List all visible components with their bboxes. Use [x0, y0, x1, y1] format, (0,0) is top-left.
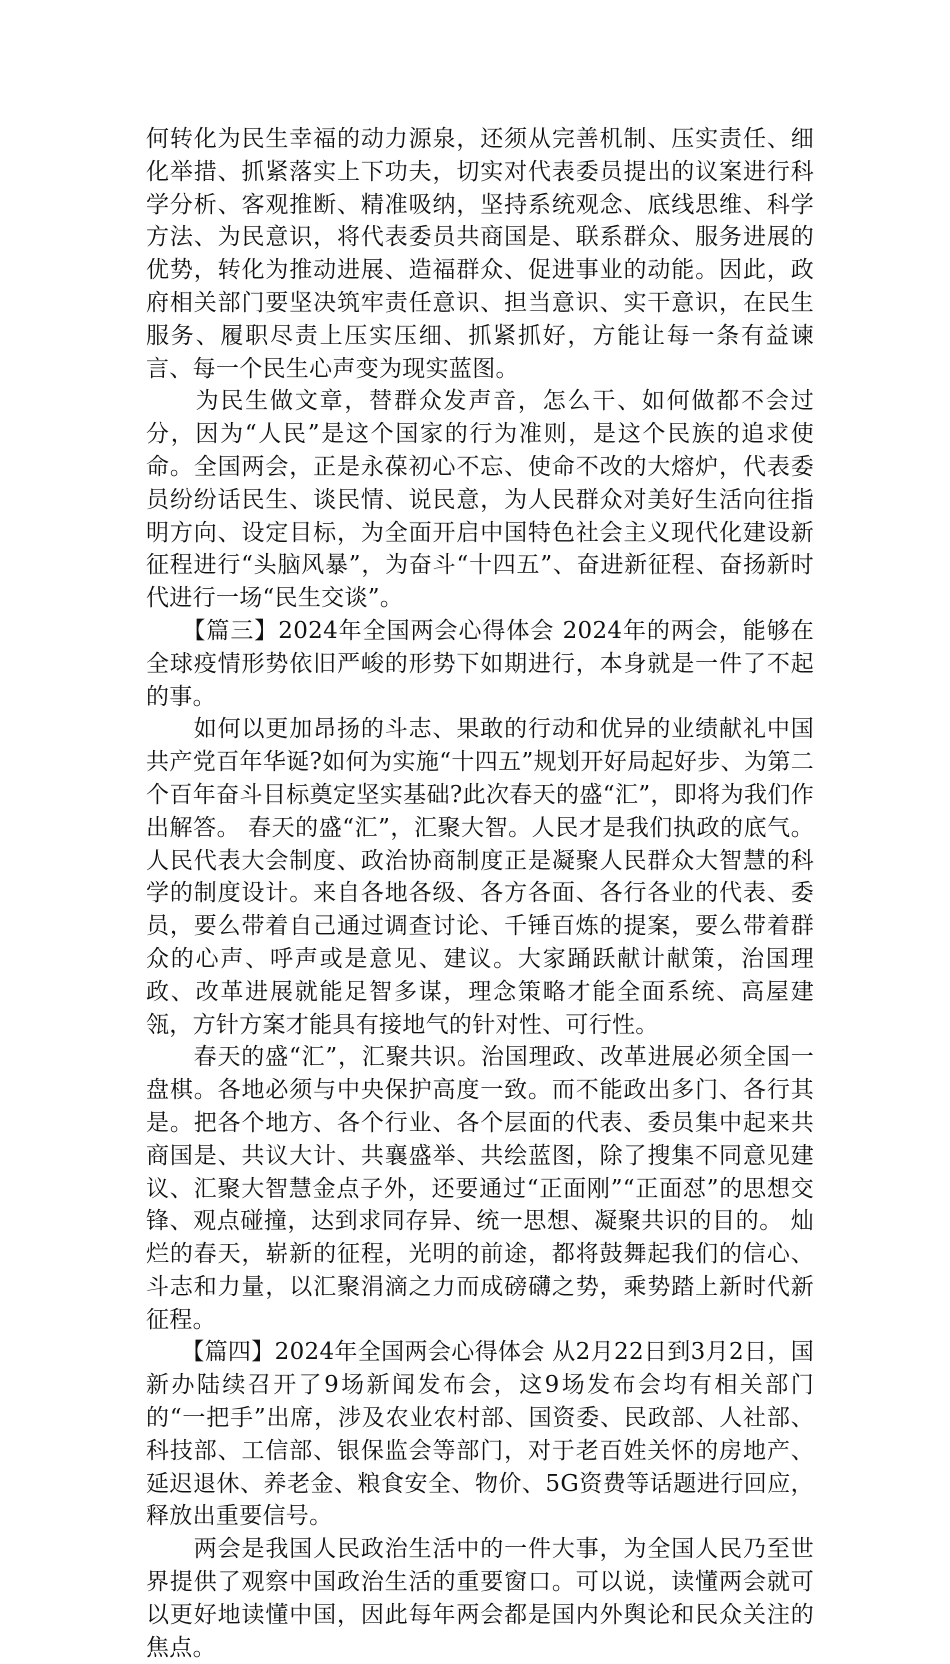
document-body	[146, 123, 814, 1664]
paragraph-5: 春天的盛“汇”，汇聚共识。治国理政、改革进展必须全国一盘棋。各地必须与中央保护高度一致。而不能政出多门、各行其是。把各个地方、各个行业、各个层面的代表、委员集中起来共商国是、共议大计、共襄盛举、共绘蓝图，除了搜集不同意见建议、汇聚大智慧金点子外，还要通过“正面刚”“正面怼”的思想交锋、观点碰撞，达到求同存异、统一思想、凝聚共识的目的。 灿烂的春天，崭新的征程，光明的前途，都将鼓舞起我们的信心、斗志和力量，以汇聚涓滴之力而成磅礴之势，乘势踏上新时代新征程。	[146, 1044, 814, 1333]
paragraph-1: 何转化为民生幸福的动力源泉，还须从完善机制、压实责任、细化举措、抓紧落实上下功夫，切实对代表委员提出的议案进行科学分析、客观推断、精准吸纳，坚持系统观念、底线思维、科学方法、为民意识，将代表委员共商国是、联系群众、服务进展的优势，转化为推动进展、造福群众、促进事业的动能。因此，政府相关部门要坚决筑牢责任意识、担当意识、实干意识，在民生服务、履职尽责上压实压细、抓紧抓好，方能让每一条有益谏言、每一个民生心声变为现实蓝图。	[146, 126, 814, 382]
paragraph-2: 为民生做文章，替群众发声音，怎么干、如何做都不会过分，因为“人民”是这个国家的行为准则，是这个民族的追求使命。全国两会，正是永葆初心不忘、使命不改的大熔炉，代表委员纷纷话民生、谈民情、说民意，为人民群众对美好生活向往指明方向、设定目标，为全面开启中国特色社会主义现代化建设新征程进行“头脑风暴”，为奋斗“十四五”、奋进新征程、奋扬新时代进行一场“民生交谈”。	[146, 388, 814, 612]
paragraph-3: 【篇三】2024年全国两会心得体会 2024年的两会，能够在全球疫情形势依旧严峻的形势下如期进行，本身就是一件了不起的事。	[146, 617, 814, 710]
paragraph-4: 如何以更加昂扬的斗志、果敢的行动和优异的业绩献礼中国共产党百年华诞?如何为实施“十四五”规划开好局起好步、为第二个百年奋斗目标奠定坚实基础?此次春天的盛“汇”，即将为我们作出解答。 春天的盛“汇”，汇聚大智。人民才是我们执政的底气。人民代表大会制度、政治协商制度正是凝聚人民群众大智慧的科学的制度设计。来自各地各级、各方各面、各行各业的代表、委员，要么带着自己通过调查讨论、千锤百炼的提案，要么带着群众的心声、呼声或是意见、建议。大家踊跃献计献策，治国理政、改革进展就能足智多谋，理念策略才能全面系统、高屋建瓴，方针方案才能具有接地气的针对性、可行性。	[146, 716, 814, 1038]
paragraph-6: 【篇四】2024年全国两会心得体会 从2月22日到3月2日，国新办陆续召开了9场新闻发布会，这9场发布会均有相关部门的“一把手”出席，涉及农业农村部、国资委、民政部、人社部、科技部、工信部、银保监会等部门，对于老百姓关怀的房地产、延迟退休、养老金、粮食安全、物价、5G资费等话题进行回应，释放出重要信号。	[146, 1339, 814, 1530]
paragraph-7: 两会是我国人民政治生活中的一件大事，为全国人民乃至世界提供了观察中国政治生活的重要窗口。可以说，读懂两会就可以更好地读懂中国，因此每年两会都是国内外舆论和民众关注的焦点。	[146, 1536, 814, 1661]
